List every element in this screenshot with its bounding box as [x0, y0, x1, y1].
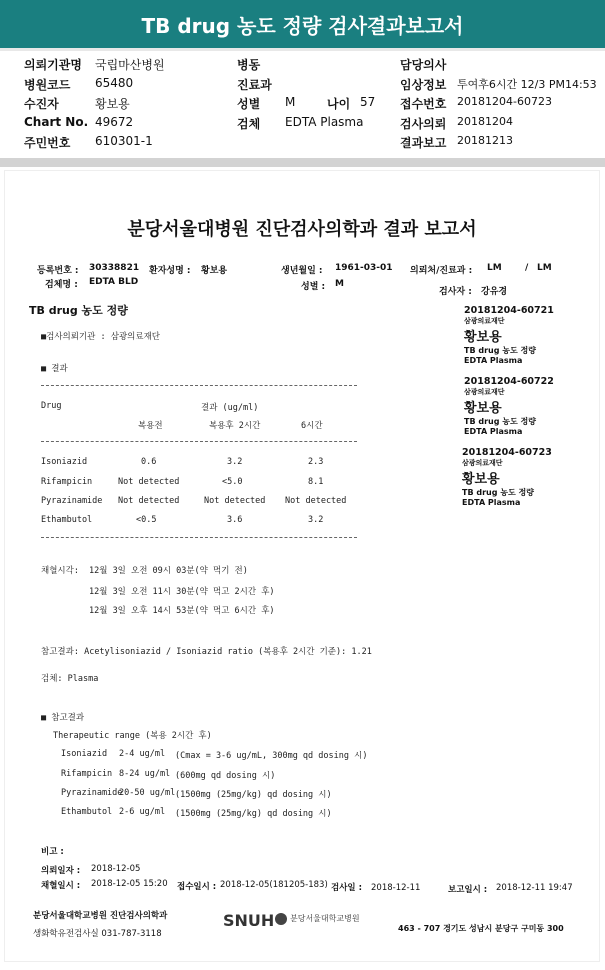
range-drug: Isoniazid [61, 749, 108, 759]
agency-line: ■검사의뢰기관 : 삼광의료재단 [41, 332, 161, 342]
test-date: 2018-12-11 [371, 883, 421, 893]
reg-value: 30338821 [89, 263, 140, 273]
header-label: 결과보고 [400, 136, 447, 150]
receipt-label: 접수일시 : [177, 882, 217, 892]
header-value: 20181204 [457, 115, 513, 128]
range-note: (1500mg (25mg/kg) qd dosing 시) [175, 809, 332, 819]
col-header: 6시간 [301, 421, 323, 431]
range-note: (Cmax = 3-6 ug/mL, 300mg qd dosing 시) [175, 751, 368, 761]
header-label: 접수번호 [400, 97, 447, 111]
specimen-line: 검체: Plasma [41, 674, 99, 684]
label-org: 삼광의료재단 [462, 459, 503, 467]
title-bar [0, 0, 605, 51]
specimen-label-sticker [462, 447, 552, 507]
header-label: 주민번호 [24, 136, 71, 150]
divider [41, 537, 357, 538]
draw-label: 채혈일시 : [41, 881, 81, 891]
header-value: 20181204-60723 [457, 95, 552, 108]
header-label: 성별 [237, 97, 261, 111]
result-cell: 3.6 [227, 515, 243, 525]
label-test: TB drug 농도 정량 [464, 346, 536, 355]
dept-slash: / [525, 263, 529, 273]
label-name: 황보용 [464, 401, 502, 416]
logo-icon [275, 913, 287, 925]
logo-korean: 분당서울대학교병원 [290, 914, 360, 923]
range-drug: Pyrazinamide [61, 788, 123, 798]
draw-date: 2018-12-05 15:20 [91, 879, 168, 889]
col-header: 복용전 [138, 421, 163, 431]
label-name: 황보용 [464, 330, 502, 345]
therapeutic-range: Therapeutic range (복용 2시간 후) [53, 731, 212, 741]
ref-result: 참고결과: Acetylisoniazid / Isoniazid ratio (복용후 2시간 기준): 1.21 [41, 647, 372, 657]
drug-name: Rifampicin [41, 477, 93, 487]
divider [41, 441, 357, 442]
result-cell: 0.6 [141, 457, 157, 467]
result-cell: 2.3 [308, 457, 324, 467]
header-label: 임상정보 [400, 78, 447, 92]
range-value: 8-24 ug/ml [119, 769, 171, 779]
label-number: 20181204-60722 [464, 376, 554, 387]
reg-label: 등록번호 : [37, 266, 79, 276]
header-value: 투여후6시간 12/3 PM14:53 [457, 78, 597, 91]
header-value: 황보용 [95, 97, 130, 111]
dept-value: LM [487, 263, 502, 273]
header-label: 검사의뢰 [400, 117, 447, 131]
divider [41, 385, 357, 386]
label-name: 황보용 [462, 472, 500, 487]
label-specimen: EDTA Plasma [464, 356, 523, 365]
req-date-label: 의뢰일자 : [41, 866, 81, 876]
dept-value2: LM [537, 263, 552, 273]
header-value: 국립마산병원 [95, 58, 165, 72]
dob-label: 생년월일 : [281, 266, 323, 276]
patient-value: 황보용 [201, 266, 228, 276]
result-cell: Not detected [204, 496, 266, 506]
header-value: 65480 [95, 76, 134, 90]
collection-time: 12월 3일 오전 09시 03분(약 먹기 전) [89, 566, 248, 576]
label-test: TB drug 농도 정량 [462, 488, 534, 497]
range-value: 2-4 ug/ml [119, 749, 166, 759]
header-label: 수진자 [24, 97, 59, 111]
footer-name: 분당서울대학교병원 진단검사의학과 [33, 911, 168, 921]
header-label: 나이 [327, 97, 351, 111]
tester-value: 강유경 [481, 287, 508, 297]
result-cell: 3.2 [227, 457, 243, 467]
specimen-label: 검체명 : [45, 280, 78, 290]
sex-label: 성별 : [301, 282, 326, 292]
header-label: 병원코드 [24, 78, 71, 92]
range-value: 2-6 ug/ml [119, 807, 166, 817]
range-value: 20-50 ug/ml [119, 788, 176, 798]
header-label: 진료과 [237, 78, 272, 92]
label-specimen: EDTA Plasma [464, 427, 523, 436]
scanned-report [4, 170, 600, 962]
header-label: 담당의사 [400, 58, 447, 72]
ref-heading: ■ 참고결과 [41, 713, 85, 723]
address: 463 - 707 경기도 성남시 분당구 구미동 300 [398, 924, 564, 933]
test-label: 검사일 : [331, 883, 362, 893]
result-cell: Not detected [118, 477, 180, 487]
drug-name: Ethambutol [41, 515, 93, 525]
header-value: M [285, 95, 296, 109]
report-label: 보고일시 : [448, 885, 488, 895]
label-specimen: EDTA Plasma [462, 498, 521, 507]
header-label: 검체 [237, 117, 261, 131]
snuh-logo: SNUH [223, 911, 275, 930]
header-label: Chart No. [24, 115, 89, 129]
separator [0, 158, 605, 167]
result-cell: Not detected [285, 496, 347, 506]
drug-name: Pyrazinamide [41, 496, 103, 506]
result-cell: <0.5 [136, 515, 157, 525]
label-org: 삼광의료재단 [464, 388, 505, 396]
receipt-date: 2018-12-05(181205-183) [220, 880, 328, 890]
result-cell: <5.0 [222, 477, 243, 487]
label-number: 20181204-60721 [464, 305, 554, 316]
remark-label: 비고 : [41, 847, 64, 857]
report-date: 2018-12-11 19:47 [496, 883, 573, 893]
specimen-label-sticker [464, 376, 554, 436]
dept-label: 의뢰처/진료과 : [410, 266, 473, 276]
header-label: 병동 [237, 58, 261, 72]
col-header: 복용후 2시간 [209, 421, 261, 431]
result-header: 결과 (ug/ml) [201, 403, 259, 413]
header-value: 610301-1 [95, 134, 153, 148]
range-note: (600mg qd dosing 시) [175, 771, 276, 781]
header-label: 의뢰기관명 [24, 58, 82, 72]
result-cell: 3.2 [308, 515, 324, 525]
range-drug: Ethambutol [61, 807, 113, 817]
result-cell: 8.1 [308, 477, 324, 487]
page-title: TB drug 농도 정량 검사결과보고서 [141, 14, 464, 38]
collection-time: 12월 3일 오전 11시 30분(약 먹고 2시간 후) [89, 587, 275, 597]
header-value: 20181213 [457, 134, 513, 147]
section-title: TB drug 농도 정량 [29, 304, 128, 317]
collection-time: 12월 3일 오후 14시 53분(약 먹고 6시간 후) [89, 606, 275, 616]
req-date: 2018-12-05 [91, 864, 141, 874]
header-value: EDTA Plasma [285, 115, 364, 129]
label-test: TB drug 농도 정량 [464, 417, 536, 426]
range-note: (1500mg (25mg/kg) qd dosing 시) [175, 790, 332, 800]
dob-value: 1961-03-01 [335, 263, 393, 273]
drug-header: Drug [41, 401, 62, 411]
report-title: 분당서울대병원 진단검사의학과 결과 보고서 [127, 219, 477, 240]
footer-lab: 생화학유전검사실 031-787-3118 [33, 929, 162, 939]
result-cell: Not detected [118, 496, 180, 506]
result-heading: ■ 결과 [41, 364, 68, 374]
header-value: 49672 [95, 115, 134, 129]
collection-label: 채혈시각: [41, 566, 79, 576]
patient-label: 환자성명 : [149, 266, 191, 276]
label-number: 20181204-60723 [462, 447, 552, 458]
label-org: 삼광의료재단 [464, 317, 505, 325]
range-drug: Rifampicin [61, 769, 113, 779]
header-value: 57 [360, 95, 376, 109]
specimen-label-sticker [464, 305, 554, 365]
sex-value: M [335, 279, 344, 289]
specimen-value: EDTA BLD [89, 277, 139, 287]
drug-name: Isoniazid [41, 457, 88, 467]
tester-label: 검사자 : [439, 287, 472, 297]
